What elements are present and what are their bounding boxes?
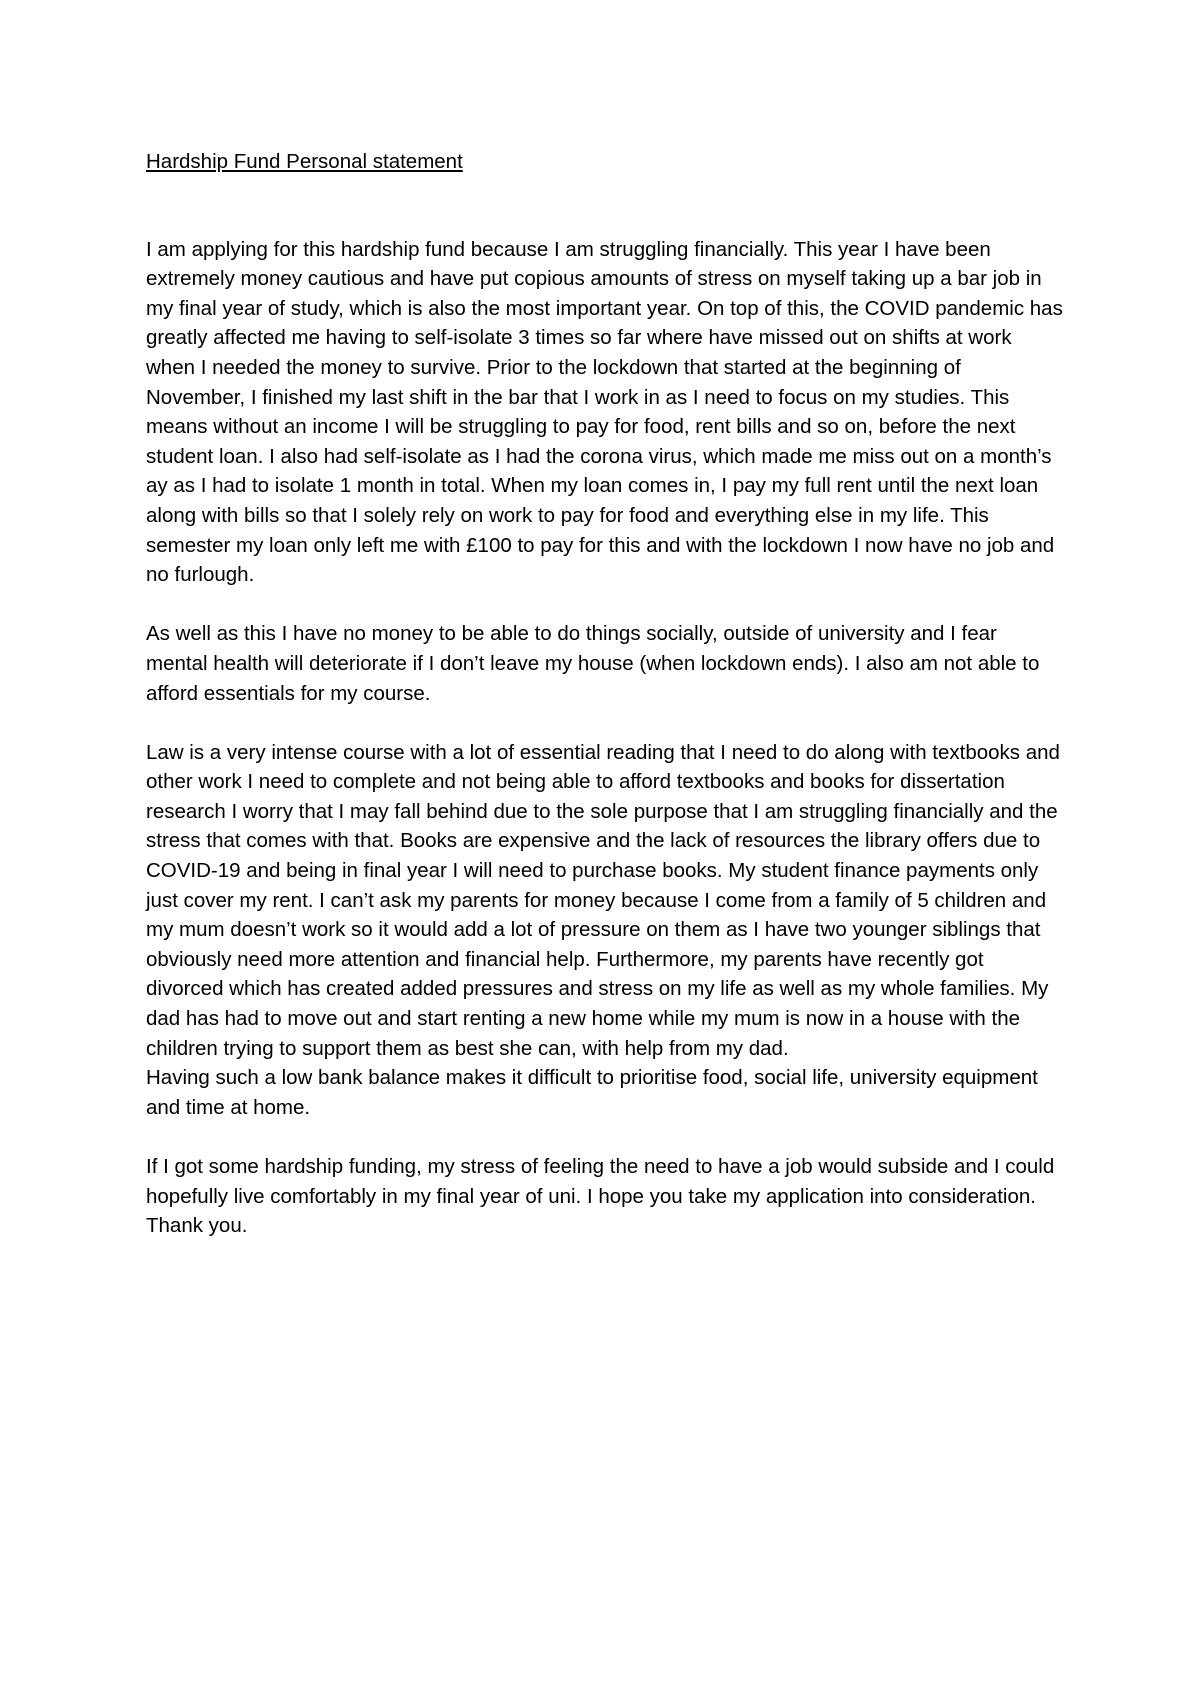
document-body — [146, 147, 1064, 1241]
paragraph-social-wellbeing: As well as this I have no money to be able to do things socially, outside of university and I fear mental health will deteriorate if I don’t leave my house (when lockdown ends). I also am not able to afford essentials for my course. — [146, 622, 1040, 705]
paragraph-financial-struggle: I am applying for this hardship fund because I am struggling financially. This year I have been extremely money cautious and have put copious amounts of stress on myself taking up a bar job in my final year of study, which is also the most important year. On top of this, the COVID pandemic has greatly affected me having to self-isolate 3 times so far where have missed out on shifts at work when I needed the money to survive. Prior to the lockdown that started at the beginning of November, I finished my last shift in the bar that I work in as I need to focus on my studies. This means without an income I will be struggling to pay for food, rent bills and so on, before the next student loan. I also had self-isolate as I had the corona virus, which made me miss out on a month’s ay as I had to isolate 1 month in total. When my loan comes in, I pay my full rent until the next loan along with bills so that I solely rely on work to pay for food and everything else in my life. This semester my loan only left me with £100 to pay for this and with the lockdown I now have no job and no furlough. — [146, 237, 1063, 587]
paragraph-course-and-family: Law is a very intense course with a lot of essential reading that I need to do along with textbooks and other work I need to complete and not being able to afford textbooks and books for dissertation research I worry that I may fall behind due to the sole purpose that I am struggling financially and the stress that comes with that. Books are expensive and the lack of resources the library offers due to COVID-19 and being in final year I will need to purchase books. My student finance payments only just cover my rent. I can’t ask my parents for money because I come from a family of 5 children and my mum doesn’t work so it would add a lot of pressure on them as I have two younger siblings that obviously need more attention and financial help. Furthermore, my parents have recently got divorced which has created added pressures and stress on my life as well as my whole families. My dad has had to move out and start renting a new home while my mum is now in a house with the children trying to support them as best she can, with help from my dad. — [146, 740, 1060, 1060]
paragraph-bank-balance: Having such a low bank balance makes it difficult to prioritise food, social life, university equipment and time at home. — [146, 1066, 1038, 1119]
document-title: Hardship Fund Personal statement — [146, 150, 463, 173]
paragraph-conclusion: If I got some hardship funding, my stress of feeling the need to have a job would subside and I could hopefully live comfortably in my final year of uni. I hope you take my application into consideration. Thank you. — [146, 1155, 1055, 1238]
